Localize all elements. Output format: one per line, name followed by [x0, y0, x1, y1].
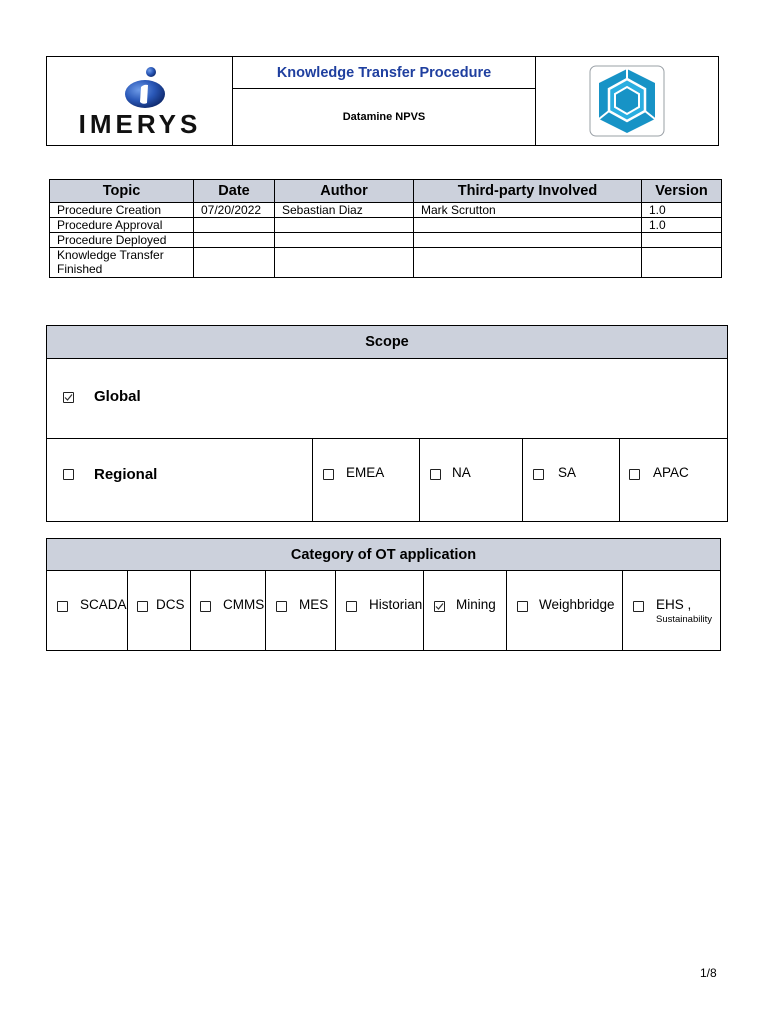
table-cell [642, 248, 722, 278]
mes-label: MES [299, 597, 329, 612]
scope-regional-row [47, 439, 727, 521]
region-cell-emea [312, 439, 385, 521]
cmms-label: CMMS [223, 597, 265, 612]
sa-label: SA [558, 465, 577, 480]
category-cell-cmms [190, 571, 265, 651]
dcs-checkbox[interactable] [137, 601, 148, 612]
table-cell [414, 218, 642, 233]
checkmark-icon [435, 602, 444, 611]
global-label: Global [94, 388, 141, 405]
table-cell [275, 233, 414, 248]
table-cell: Procedure Approval [50, 218, 194, 233]
title-cell [233, 57, 536, 145]
cmms-checkbox[interactable] [200, 601, 211, 612]
category-section [46, 538, 721, 651]
table-cell [194, 233, 275, 248]
table-cell: Procedure Creation [50, 203, 194, 218]
weighbridge-checkbox[interactable] [517, 601, 528, 612]
table-cell [642, 233, 722, 248]
historian-label: Historian [369, 597, 423, 612]
table-cell: Sebastian Diaz [275, 203, 414, 218]
app-icon-cell [536, 57, 718, 145]
ehs-sublabel: Sustainability [656, 614, 712, 625]
table-cell [414, 248, 642, 278]
column-header-author: Author [275, 180, 414, 203]
category-cell-mes [265, 571, 335, 651]
document-subtitle: Datamine NPVS [342, 111, 426, 123]
table-cell: 1.0 [642, 218, 722, 233]
na-label: NA [452, 465, 471, 480]
category-cell-ehs [622, 571, 720, 651]
table-cell: 07/20/2022 [194, 203, 275, 218]
apac-label: APAC [653, 465, 689, 480]
table-row [50, 203, 722, 218]
category-title: Category of OT application [47, 539, 720, 571]
scope-global-row [47, 359, 727, 439]
table-cell [194, 248, 275, 278]
ehs-label: EHS , [656, 597, 692, 612]
mining-label: Mining [456, 597, 496, 612]
sa-checkbox[interactable] [533, 469, 544, 480]
document-header [46, 56, 719, 146]
column-header-topic: Topic [50, 180, 194, 203]
region-cell-na [419, 439, 471, 521]
category-cell-historian [335, 571, 423, 651]
column-header-third-party: Third-party Involved [414, 180, 642, 203]
dcs-label: DCS [156, 597, 185, 612]
checkmark-icon [64, 393, 73, 402]
scada-checkbox[interactable] [57, 601, 68, 612]
scada-label: SCADA [80, 597, 127, 612]
emea-label: EMEA [346, 465, 385, 480]
table-cell: 1.0 [642, 203, 722, 218]
table-row [50, 233, 722, 248]
version-history-table [49, 179, 722, 278]
region-cell-apac [619, 439, 689, 521]
table-cell [275, 218, 414, 233]
datamine-hexagon-icon [589, 65, 665, 137]
imerys-logo [123, 65, 171, 111]
na-checkbox[interactable] [430, 469, 441, 480]
logo-cell [47, 57, 233, 145]
regional-checkbox[interactable] [63, 469, 74, 480]
table-row [50, 218, 722, 233]
region-cell-sa [522, 439, 577, 521]
category-cell-scada [47, 571, 127, 651]
weighbridge-label: Weighbridge [539, 597, 615, 612]
table-cell: Knowledge Transfer Finished [50, 248, 194, 278]
category-cell-dcs [127, 571, 190, 651]
scope-section [46, 325, 728, 522]
mes-checkbox[interactable] [276, 601, 287, 612]
table-cell [275, 248, 414, 278]
table-row [50, 248, 722, 278]
category-cell-weighbridge [506, 571, 622, 651]
logo-wordmark: IMERYS [78, 109, 202, 139]
column-header-date: Date [194, 180, 275, 203]
table-cell: Procedure Deployed [50, 233, 194, 248]
scope-title: Scope [47, 326, 727, 359]
category-cell-mining [423, 571, 506, 651]
column-header-version: Version [642, 180, 722, 203]
table-cell [194, 218, 275, 233]
apac-checkbox[interactable] [629, 469, 640, 480]
global-checkbox[interactable] [63, 392, 74, 403]
regional-label: Regional [94, 466, 158, 483]
table-cell [414, 233, 642, 248]
table-header-row [50, 180, 722, 203]
historian-checkbox[interactable] [346, 601, 357, 612]
mining-checkbox[interactable] [434, 601, 445, 612]
emea-checkbox[interactable] [323, 469, 334, 480]
table-cell: Mark Scrutton [414, 203, 642, 218]
document-title: Knowledge Transfer Procedure [233, 57, 535, 89]
ehs-checkbox[interactable] [633, 601, 644, 612]
page-number: 1/8 [700, 966, 717, 980]
